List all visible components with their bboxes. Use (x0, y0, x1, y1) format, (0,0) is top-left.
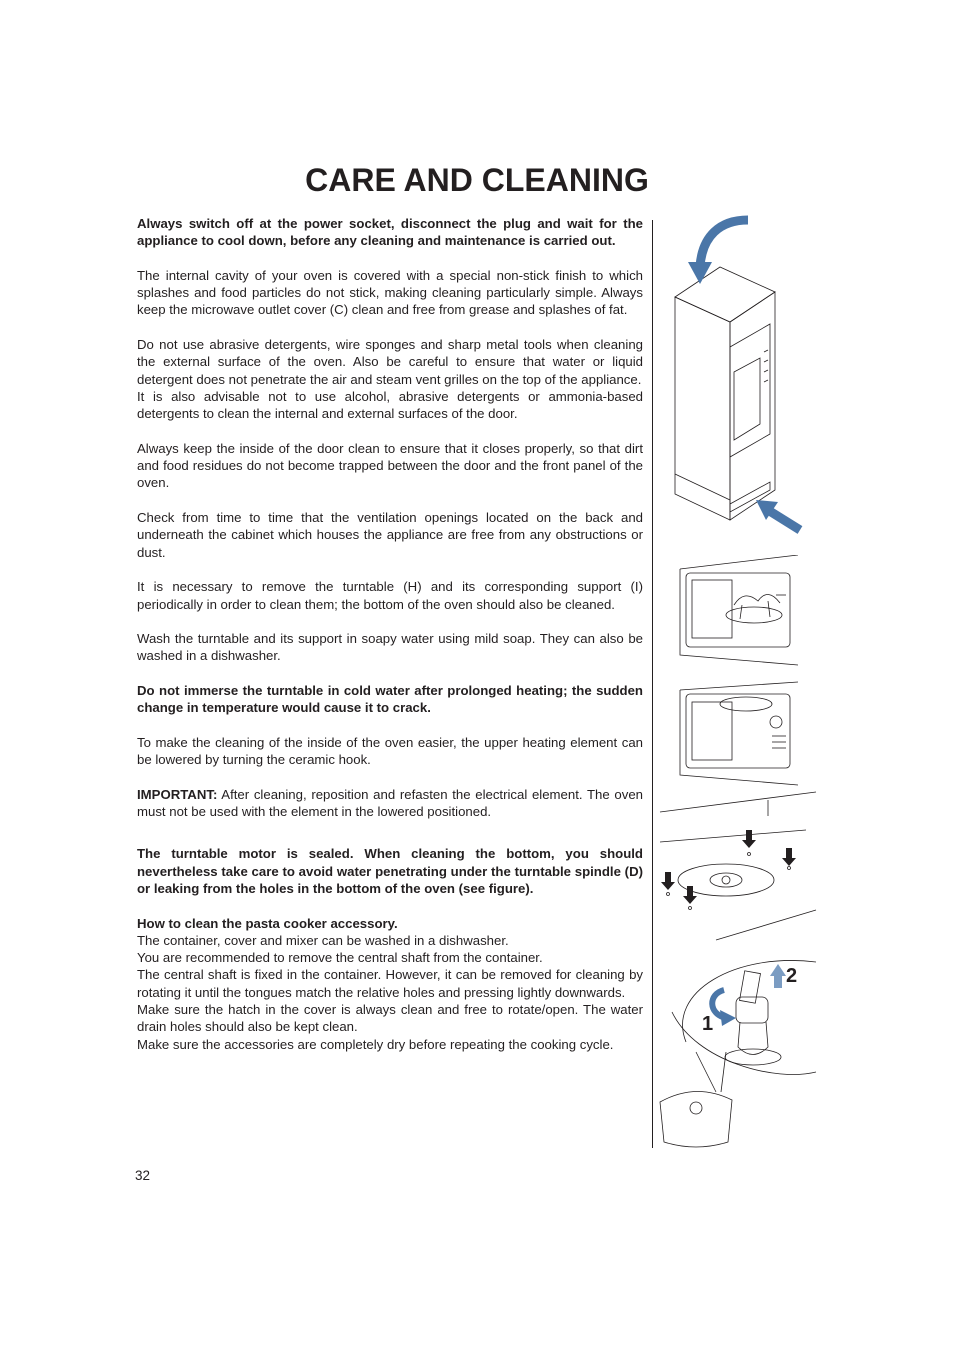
page-number: 32 (135, 1168, 151, 1183)
page-title: CARE AND CLEANING (305, 162, 649, 198)
pasta-line: The container, cover and mixer can be washed in a dishwasher. (137, 932, 509, 948)
paragraph-turntable-wash: Wash the turntable and its support in soapy water using mild soap. They can also be washed in a dishwasher. (137, 631, 643, 664)
main-text-column (137, 215, 643, 1053)
important-label: IMPORTANT: (137, 786, 218, 802)
pasta-line: The central shaft is fixed in the container. However, it can be removed for cleaning by rotating it until the tongues match the relative holes and pressing lightly downwards. (137, 967, 643, 1000)
step-1-label: 1 (702, 1013, 714, 1035)
turntable-warning: Do not immerse the turntable in cold water after prolonged heating; the sudden change in temperature would cause it to crack. (137, 683, 643, 716)
figure-oven-column (660, 212, 820, 542)
paragraph-turntable-remove: It is necessary to remove the turntable (H) and its corresponding support (I) periodically in order to clean them; the bottom of the oven should also be cleaned. (137, 579, 643, 612)
paragraph-alcohol: It is also advisable not to use alcohol, abrasive detergents or ammonia-based detergents to clean the internal and external surfaces of the door. (137, 388, 643, 422)
paragraph-door: Always keep the inside of the door clean to ensure that it closes properly, so that dirt and food residues do not become trapped between the door and the front panel of the oven. (137, 440, 643, 491)
figure-pasta-cooker (656, 952, 818, 1152)
paragraph-heating-element: To make the cleaning of the inside of the oven easier, the upper heating element can be lowered by turning the ceramic hook. (137, 734, 643, 768)
important-text: After cleaning, reposition and refasten the electrical element. The oven must not be used with the element in the lowered positioned. (137, 786, 643, 820)
figure-turntable-support (676, 555, 801, 670)
paragraph-cavity: The internal cavity of your oven is covered with a special non-stick finish to which splashes and food particles do not stick, making cleaning particularly simple. Always keep the microwave outlet cover (C) clean and free from grease and splashes of fat. (137, 267, 643, 318)
safety-warning: Always switch off at the power socket, disconnect the plug and wait for the appliance to cool down, before any cleaning and maintenance is carried out. (137, 216, 643, 249)
paragraph-ventilation: Check from time to time that the ventilation openings located on the back and underneath the cabinet which houses the appliance are free from any obstructions or dust. (137, 510, 643, 560)
motor-warning: The turntable motor is sealed. When cleaning the bottom, you should nevertheless take care to avoid water penetrating under the turntable spindle (D) or leaking from the holes in the bottom of the oven (see figure). (137, 846, 643, 896)
step-2-label: 2 (786, 965, 798, 987)
column-divider (652, 220, 653, 1148)
figure-oven-bottom (656, 790, 818, 950)
pasta-heading: How to clean the pasta cooker accessory. (137, 915, 398, 931)
pasta-line: Make sure the hatch in the cover is always clean and free to rotate/open. The water drain holes should also be kept clean. (137, 1002, 643, 1035)
paragraph-abrasive: Do not use abrasive detergents, wire sponges and sharp metal tools when cleaning the external surface of the oven. Also be careful to ensure that water or liquid detergent does not penetrate the air and steam vent grilles on the top of the appliance. (137, 337, 643, 387)
pasta-line: You are recommended to remove the central shaft from the container. (137, 950, 543, 966)
figure-turntable (676, 680, 801, 790)
pasta-line: Make sure the accessories are completely dry before repeating the cooking cycle. (137, 1036, 614, 1052)
paragraph-important (137, 786, 643, 821)
